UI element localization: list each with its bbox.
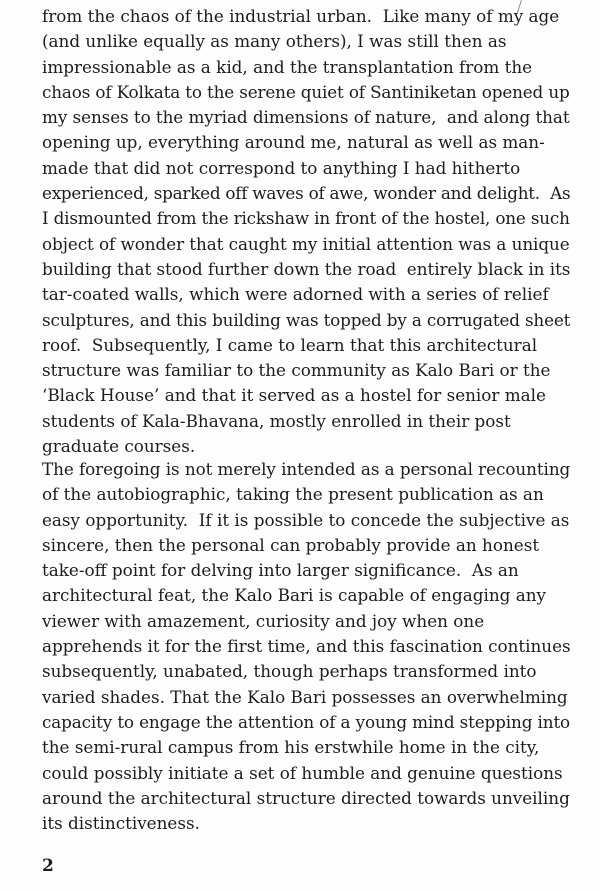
paragraph-line: chaos of Kolkata to the serene quiet of Santiniketan opened up [42,81,570,102]
paragraph-1 [42,4,570,459]
paragraph-line: capacity to engage the attention of a young mind stepping into [42,711,571,732]
paragraph-line: the semi-rural campus from his erstwhile home in the city, [42,737,540,758]
paragraph-line: The foregoing is not merely intended as a personal recounting [42,459,571,479]
paragraph-line: around the architectural structure directed towards unveiling [42,787,570,808]
paragraph-line: viewer with amazement, curiosity and joy when one [42,610,485,631]
paragraph-line: building that stood further down the road entirely black in its [42,258,571,279]
paragraph-line: subsequently, unabated, though perhaps transformed into [42,661,537,682]
paragraph-line: my senses to the myriad dimensions of nature, and along that [42,107,570,128]
paragraph-line: easy opportunity. If it is possible to concede the subjective as [42,509,570,530]
paragraph-line: ‘Black House’ and that it served as a hostel for senior male [42,385,546,406]
paragraph-line: students of Kala-Bhavana, mostly enrolled in their post [42,410,511,431]
paragraph-line: varied shades. That the Kalo Bari possesses an overwhelming [42,686,568,707]
paragraph-line: from the chaos of the industrial urban. Like many of my age [42,6,560,26]
paragraph-line: opening up, everything around me, natural as well as man- [42,132,545,153]
paragraph-line: take-off point for delving into larger significance. As an [42,560,519,581]
paragraph-line: its distinctiveness. [42,813,200,834]
paragraph-line: experienced, sparked off waves of awe, wonder and delight. As [42,183,571,204]
paragraph-line: impressionable as a kid, and the transplantation from the [42,56,533,77]
paragraph-line: (and unlike equally as many others), I was still then as [42,31,507,52]
paragraph-2 [42,457,570,836]
paragraph-line: I dismounted from the rickshaw in front of the hostel, one such [42,208,570,229]
paragraph-line: made that did not correspond to anything I had hitherto [42,157,521,178]
paragraph-line: graduate courses. [42,436,196,457]
paragraph-line: could possibly initiate a set of humble and genuine questions [42,762,563,783]
paragraph-line: structure was familiar to the community as Kalo Bari or the [42,360,551,381]
page-number: 2 [42,856,54,876]
paragraph-line: sincere, then the personal can probably provide an honest [42,534,540,555]
paragraph-line: object of wonder that caught my initial attention was a unique [42,233,570,254]
paragraph-line: tar-coated walls, which were adorned with a series of relief [42,284,549,305]
paragraph-line: architectural feat, the Kalo Bari is capable of engaging any [42,585,546,606]
paragraph-line: apprehends it for the first time, and this fascination continues [42,636,571,657]
paragraph-line: of the autobiographic, taking the present publication as an [42,484,544,505]
paragraph-line: roof. Subsequently, I came to learn that this architectural [42,334,538,355]
paragraph-line: sculptures, and this building was topped by a corrugated sheet [42,309,571,330]
